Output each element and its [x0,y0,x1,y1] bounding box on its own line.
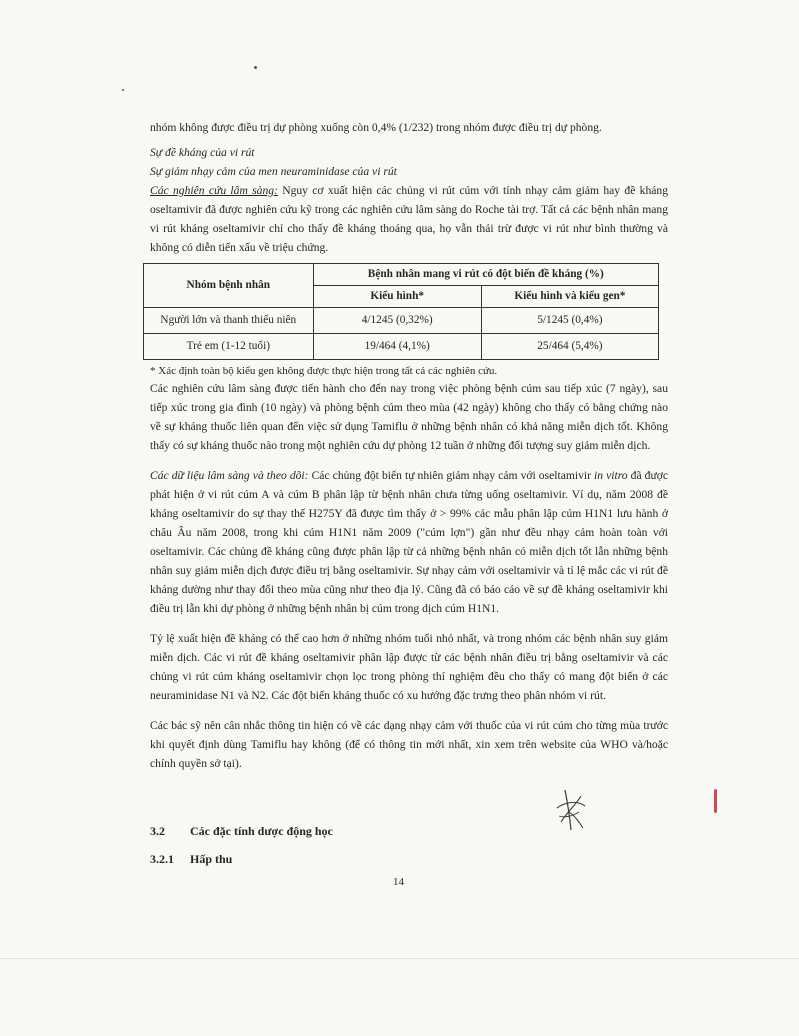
physician-advice-paragraph: Các bác sỹ nên cân nhắc thông tin hiện có về các dạng nhạy cảm với thuốc của vi rút cúm cho từng mùa trước khi quyết định dùng Tamiflu hay không (để có thông tin mới nhất, xin xem trên website của WHO và/hoặc chính quyền sở tại). [150,719,668,770]
table-header-phenotype: Kiểu hình* [313,286,481,308]
main-content [150,118,668,773]
table-header-group: Nhóm bệnh nhân [144,264,314,308]
observational-paragraph [150,466,668,618]
table-header-span: Bệnh nhân mang vi rút có đột biến đề kháng (%) [313,264,658,286]
observational-text-2: đã được phát hiện ở vi rút cúm A và cúm B phân lập từ bệnh nhân chưa từng uống oseltamivir. Ví dụ, năm 2008 đề kháng oseltamivir do sự thay thế H275Y đã được tìm thấy ở > 99% các mẫu phân lập cúm H1N1 lưu hành ở châu Âu năm 2008, trong khi cúm H1N1 năm 2009 ("cúm lợn") gần như đều nhạy cảm hoàn toàn với oseltamivir. Các chủng đề kháng cũng được phân lập từ cả những bệnh nhân có miễn dịch tốt lẫn những bệnh nhân suy giảm miễn dịch được điều trị bằng oseltamivir. Sự nhạy cảm với oseltamivir và tỉ lệ mắc các vi rút đề kháng dường như thay đổi theo mùa cũng như theo địa lý. Cũng đã có báo cáo về sự đề kháng oseltamivir khi điều trị lẫn khi dự phòng ở những bệnh nhân bị cúm trong dịch cúm H1N1. [150,469,669,615]
signature-mark [551,786,591,836]
clinical-studies-paragraph [150,181,668,257]
scan-speck [122,89,124,91]
table-cell-group: Người lớn và thanh thiếu niên [144,308,314,334]
observational-text-1: Các chủng đột biến tự nhiên giảm nhạy cảm với oseltamivir [308,469,595,482]
scan-speck [254,66,257,69]
page-number: 14 [393,876,404,888]
observational-label: Các dữ liệu lâm sàng và theo dõi: [150,469,309,482]
red-margin-mark [714,789,717,813]
resistance-rate-paragraph: Tỷ lệ xuất hiện đề kháng có thể cao hơn ở những nhóm tuổi nhỏ nhất, và trong nhóm các bệnh nhân suy giảm miễn dịch. Các vi rút đề kháng oseltamivir phân lập được từ các bệnh nhân điều trị bằng oseltamivir và các chủng vi rút cúm kháng oseltamivir chọn lọc trong phòng thí nghiệm đều cho thấy có mang đột biến ở các neuraminidase N1 và N2. Các đột biến kháng thuốc có xu hướng đặc trưng theo phân nhóm vi rút. [150,632,668,702]
scan-edge-line [0,958,799,959]
table-cell-genotype: 25/464 (5,4%) [481,334,658,360]
intro-paragraph: nhóm không được điều trị dự phòng xuống còn 0,4% (1/232) trong nhóm được điều trị dự phòng. [150,121,602,134]
clinical-studies-text: Nguy cơ xuất hiện các chủng vi rút cúm với tính nhạy cảm giảm hay đề kháng oseltamivir đã được nghiên cứu kỹ trong các nghiên cứu lâm sàng do Roche tài trợ. Tất cả các bệnh nhân mang vi rút kháng oseltamivir chỉ cho thấy đề kháng thoáng qua, họ vẫn thải trừ được vi rút như bình thường và không có diễn tiến xấu về triệu chứng. [150,184,669,254]
section-heading-3-2-1 [150,852,232,867]
table-cell-genotype: 5/1245 (0,4%) [481,308,658,334]
section-number: 3.2.1 [150,852,174,866]
table-cell-phenotype: 19/464 (4,1%) [313,334,481,360]
table-header-genotype: Kiểu hình và kiểu gen* [481,286,658,308]
heading-sensitivity: Sự giảm nhạy cảm của men neuraminidase của vi rút [150,165,397,178]
table-footnote: * Xác định toàn bộ kiểu gen không được thực hiện trong tất cả các nghiên cứu. [150,365,498,377]
table-row [144,308,659,334]
clinical-studies-label: Các nghiên cứu lâm sàng: [150,184,278,197]
table-cell-phenotype: 4/1245 (0,32%) [313,308,481,334]
table-header-row [144,264,659,286]
table-cell-group: Trẻ em (1-12 tuổi) [144,334,314,360]
resistance-table [143,263,659,360]
in-vitro-term: in vitro [594,469,628,482]
section-title: Hấp thu [190,852,233,866]
section-number: 3.2 [150,824,165,838]
table-row [144,334,659,360]
section-title: Các đặc tính dược động học [190,824,333,838]
section-heading-3-2 [150,824,333,839]
prevention-paragraph: Các nghiên cứu lâm sàng được tiến hành cho đến nay trong việc phòng bệnh cúm sau tiếp xúc (7 ngày), sau tiếp xúc trong gia đình (10 ngày) và phòng bệnh cúm theo mùa (42 ngày) không cho thấy có bằng chứng nào về sự kháng thuốc liên quan đến việc sử dụng Tamiflu ở những bệnh nhân có khả năng miễn dịch tốt. Không thấy có sự kháng thuốc nào trong một nghiên cứu dự phòng 12 tuần ở những đối tượng suy giảm miễn dịch. [150,382,668,452]
heading-resistance: Sự đề kháng của vi rút [150,146,255,159]
